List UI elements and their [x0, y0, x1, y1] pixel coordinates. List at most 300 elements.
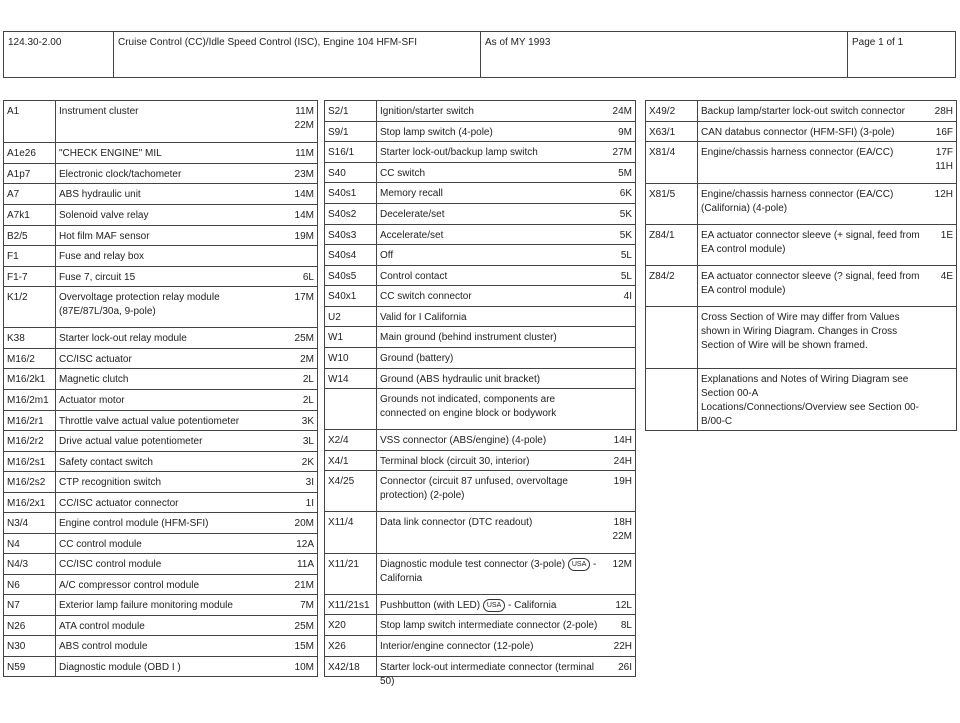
component-code: X63/1 — [646, 122, 698, 141]
grid-reference-value: 18H — [613, 517, 632, 528]
grid-reference — [287, 390, 317, 410]
component-code: W10 — [325, 348, 377, 368]
component-description — [56, 513, 287, 533]
grid-reference-value: 2L — [302, 374, 314, 385]
legend-row — [4, 472, 317, 493]
legend-row — [4, 101, 317, 143]
component-code: X81/4 — [646, 142, 698, 183]
legend-row — [325, 554, 635, 595]
description-text: EA actuator connector sleeve (+ signal, feed from EA control module) — [701, 230, 920, 255]
component-code: S40x1 — [325, 286, 377, 306]
description-text: Throttle valve actual value potentiometer — [59, 416, 240, 427]
grid-reference-value: 7M — [300, 600, 314, 611]
legend-row — [4, 184, 317, 205]
component-code: M16/2s1 — [4, 452, 56, 471]
component-code: M16/2r1 — [4, 411, 56, 430]
grid-reference — [287, 452, 317, 471]
component-description — [56, 205, 287, 225]
legend-row — [4, 411, 317, 431]
legend-row — [4, 226, 317, 246]
description-text: Main ground (behind instrument cluster) — [380, 332, 557, 343]
component-code: N7 — [4, 595, 56, 615]
legend-row — [4, 390, 317, 411]
component-code: W14 — [325, 369, 377, 388]
description-text: Ignition/starter switch — [380, 106, 474, 117]
component-description — [377, 595, 605, 614]
description-text: ATA control module — [59, 621, 145, 632]
component-description — [56, 267, 287, 286]
description-text: Ground (ABS hydraulic unit bracket) — [380, 374, 541, 385]
legend-row — [325, 451, 635, 471]
description-text: CAN databus connector (HFM-SFI) (3-pole) — [701, 127, 895, 138]
component-description — [377, 389, 605, 429]
component-code: S40s3 — [325, 225, 377, 244]
grid-reference-value: 11H — [935, 161, 953, 172]
component-code: A1 — [4, 101, 56, 142]
component-code: K1/2 — [4, 287, 56, 327]
component-code: S2/1 — [325, 101, 377, 121]
grid-reference — [605, 327, 635, 347]
component-code — [646, 369, 698, 430]
description-text: ABS hydraulic unit — [59, 189, 141, 200]
component-description — [377, 430, 605, 450]
component-description — [377, 245, 605, 265]
component-code: N30 — [4, 636, 56, 656]
legend-row — [325, 595, 635, 615]
legend-row — [325, 348, 635, 369]
description-text: Starter lock-out/backup lamp switch — [380, 147, 538, 158]
component-description — [56, 184, 287, 204]
legend-row — [4, 328, 317, 349]
grid-reference-value: 25M — [294, 621, 314, 632]
component-description — [56, 636, 287, 656]
grid-reference — [287, 657, 317, 676]
component-description — [377, 348, 605, 368]
description-text: Off — [380, 250, 394, 261]
model-year: As of MY 1993 — [481, 32, 848, 77]
grid-reference-value: 12H — [934, 189, 953, 200]
legend-row — [4, 431, 317, 452]
component-code: X11/21s1 — [325, 595, 377, 614]
legend-row — [325, 225, 635, 245]
usa-badge-icon: USA — [483, 599, 505, 612]
grid-reference — [605, 286, 635, 306]
description-text: Diagnostic module (OBD I ) — [59, 662, 181, 673]
grid-reference-value: 3K — [301, 416, 314, 427]
description-text: Explanations and Notes of Wiring Diagram see Section 00-A Locations/Connections/Overview see Section 00-B/00-C — [701, 374, 919, 427]
description-text: A/C compressor control module — [59, 580, 200, 591]
description-text: CC switch connector — [380, 291, 472, 302]
description-text: Electronic clock/tachometer — [59, 169, 182, 180]
grid-reference — [605, 595, 635, 614]
description-text: Valid for I California — [380, 312, 467, 323]
component-description — [698, 101, 926, 121]
grid-reference — [287, 554, 317, 574]
component-code: N4/3 — [4, 554, 56, 574]
description-text: Pushbutton (with LED) — [380, 600, 481, 612]
grid-reference-value: 2L — [302, 395, 314, 406]
description-text: Backup lamp/starter lock-out switch connector — [701, 106, 905, 117]
grid-reference — [926, 101, 956, 121]
legend-row — [4, 493, 317, 513]
component-code: X4/25 — [325, 471, 377, 511]
component-description — [377, 183, 605, 203]
description-text: Engine/chassis harness connector (EA/CC) — [701, 147, 894, 158]
grid-reference — [605, 101, 635, 121]
description-text: Magnetic clutch — [59, 374, 129, 385]
grid-reference — [287, 472, 317, 492]
grid-reference — [605, 183, 635, 203]
page-number: Page 1 of 1 — [852, 37, 904, 48]
component-code: X42/18 — [325, 657, 377, 676]
component-code — [646, 307, 698, 368]
legend-column-3 — [645, 100, 957, 431]
component-code: N4 — [4, 534, 56, 553]
grid-reference-value: 21M — [294, 580, 314, 591]
grid-reference — [605, 225, 635, 244]
legend-row — [4, 349, 317, 369]
description-text: VSS connector (ABS/engine) (4-pole) — [380, 435, 547, 446]
description-text: Engine/chassis harness connector (EA/CC) (California) (4-pole) — [701, 189, 894, 214]
legend-row — [325, 430, 635, 451]
description-text: CC control module — [59, 539, 142, 550]
grid-reference-value: 4E — [940, 271, 953, 282]
component-code: X81/5 — [646, 184, 698, 224]
component-code: A7k1 — [4, 205, 56, 225]
component-description — [56, 101, 287, 142]
component-code: N59 — [4, 657, 56, 676]
grid-reference-value: 5L — [620, 271, 632, 282]
grid-reference-value: 3I — [305, 477, 314, 488]
component-code: X2/4 — [325, 430, 377, 450]
description-text: Safety contact switch — [59, 457, 153, 468]
grid-reference — [287, 267, 317, 286]
component-description — [56, 411, 287, 430]
grid-reference-value: 17M — [294, 292, 314, 303]
legend-row — [325, 657, 635, 687]
grid-reference-value: 19M — [294, 231, 314, 242]
component-description — [56, 143, 287, 163]
description-text: Interior/engine connector (12-pole) — [380, 641, 534, 652]
grid-reference — [605, 369, 635, 388]
component-code: M16/2m1 — [4, 390, 56, 410]
legend-row — [325, 615, 635, 636]
component-description — [377, 122, 605, 141]
grid-reference-value: 16F — [935, 127, 953, 138]
component-description — [377, 286, 605, 306]
grid-reference — [287, 493, 317, 512]
grid-reference — [605, 348, 635, 368]
component-code: M16/2s2 — [4, 472, 56, 492]
grid-reference — [926, 122, 956, 141]
component-description — [56, 493, 287, 512]
grid-reference-value: 6L — [302, 272, 314, 283]
grid-reference-value: 25M — [294, 333, 314, 344]
grid-reference — [287, 534, 317, 553]
grid-reference — [605, 554, 635, 594]
grid-reference-value: 6K — [619, 188, 632, 199]
grid-reference — [287, 287, 317, 327]
component-description — [377, 657, 605, 687]
legend-row — [4, 595, 317, 616]
component-description — [377, 451, 605, 470]
legend-row — [4, 513, 317, 534]
component-description — [698, 122, 926, 141]
grid-reference — [605, 122, 635, 141]
legend-row — [4, 246, 317, 267]
grid-reference — [926, 184, 956, 224]
description-text: Engine control module (HFM-SFI) — [59, 518, 209, 529]
component-description — [377, 369, 605, 388]
legend-row — [646, 225, 956, 266]
component-description — [56, 575, 287, 594]
description-text: CTP recognition switch — [59, 477, 162, 488]
component-code: X20 — [325, 615, 377, 635]
description-text: Drive actual value potentiometer — [59, 436, 203, 447]
grid-reference-value: 23M — [294, 169, 314, 180]
grid-reference-value: 12M — [612, 559, 632, 570]
component-code: X4/1 — [325, 451, 377, 470]
grid-reference — [287, 164, 317, 183]
grid-reference — [287, 349, 317, 368]
grid-reference — [605, 163, 635, 182]
grid-reference-value: 9M — [618, 127, 632, 138]
legend-row — [4, 287, 317, 328]
description-text: Solenoid valve relay — [59, 210, 149, 221]
component-description — [377, 225, 605, 244]
grid-reference-value: 1I — [305, 498, 314, 509]
component-code: M16/2r2 — [4, 431, 56, 451]
grid-reference — [287, 513, 317, 533]
component-code: F1-7 — [4, 267, 56, 286]
legend-row — [325, 636, 635, 657]
component-description — [377, 307, 605, 326]
legend-row — [4, 164, 317, 184]
legend-row — [325, 369, 635, 389]
legend-row — [325, 471, 635, 512]
grid-reference — [926, 307, 956, 368]
grid-reference — [605, 204, 635, 224]
description-text: CC switch — [380, 168, 426, 179]
legend-row — [325, 122, 635, 142]
component-description — [56, 472, 287, 492]
legend-row — [4, 575, 317, 595]
description-text: Instrument cluster — [59, 106, 139, 117]
description-text: Starter lock-out relay module — [59, 333, 187, 344]
grid-reference — [605, 657, 635, 676]
component-description — [377, 554, 605, 594]
description-text: Overvoltage protection relay module (87E/87L/30a, 9-pole) — [59, 292, 220, 317]
component-description — [56, 164, 287, 183]
component-code: S16/1 — [325, 142, 377, 162]
component-description — [377, 471, 605, 511]
legend-row — [4, 616, 317, 636]
grid-reference-value: 14M — [294, 210, 314, 221]
component-code: X26 — [325, 636, 377, 656]
description-text: ABS control module — [59, 641, 148, 652]
component-code — [325, 389, 377, 429]
description-text: Stop lamp switch intermediate connector (2-pole) — [380, 620, 598, 631]
grid-reference — [926, 142, 956, 183]
grid-reference — [287, 616, 317, 635]
grid-reference-value: 24H — [613, 456, 632, 467]
component-code: A1p7 — [4, 164, 56, 183]
legend-row — [646, 122, 956, 142]
grid-reference-value: 22M — [612, 531, 632, 542]
component-code: S40s5 — [325, 266, 377, 285]
component-code: S9/1 — [325, 122, 377, 141]
grid-reference — [605, 245, 635, 265]
grid-reference-value: 26I — [618, 662, 632, 673]
grid-reference — [287, 411, 317, 430]
legend-row — [4, 657, 317, 677]
component-description — [56, 246, 287, 266]
legend-column-2 — [324, 100, 636, 687]
legend-row — [646, 184, 956, 225]
description-text: Starter lock-out intermediate connector (terminal 50) — [380, 662, 594, 687]
legend-row — [4, 452, 317, 472]
component-code: F1 — [4, 246, 56, 266]
description-text: Exterior lamp failure monitoring module — [59, 600, 233, 611]
grid-reference — [605, 142, 635, 162]
grid-reference-value: 11M — [295, 106, 314, 117]
description-text: Control contact — [380, 271, 448, 282]
description-text: EA actuator connector sleeve (? signal, feed from EA control module) — [701, 271, 920, 296]
grid-reference — [605, 307, 635, 326]
grid-reference — [605, 471, 635, 511]
doc-title: Cruise Control (CC)/Idle Speed Control (ISC), Engine 104 HFM-SFI — [114, 32, 481, 77]
grid-reference-value: 10M — [294, 662, 314, 673]
description-text: "CHECK ENGINE" MIL — [59, 148, 162, 159]
legend-row — [325, 101, 635, 122]
component-description — [56, 349, 287, 368]
description-text: Ground (battery) — [380, 353, 454, 364]
legend-column-1 — [3, 100, 318, 677]
grid-reference-value: 14H — [613, 435, 632, 446]
legend-row — [325, 389, 635, 430]
grid-reference-value: 11A — [296, 559, 314, 570]
grid-reference-value: 22M — [294, 120, 314, 131]
legend-row — [325, 512, 635, 554]
grid-reference-value: 2M — [300, 354, 314, 365]
document-header — [3, 31, 956, 78]
grid-reference — [287, 226, 317, 245]
grid-reference — [287, 205, 317, 225]
legend-row — [4, 554, 317, 575]
usa-badge-icon: USA — [568, 558, 590, 571]
component-code: M16/2 — [4, 349, 56, 368]
description-text: Connector (circuit 87 unfused, overvoltage protection) (2-pole) — [380, 476, 568, 501]
description-text: Actuator motor — [59, 395, 125, 406]
grid-reference — [605, 451, 635, 470]
component-code: W1 — [325, 327, 377, 347]
grid-reference-value: 1E — [940, 230, 953, 241]
component-description — [698, 266, 926, 306]
component-description — [377, 101, 605, 121]
grid-reference-value: 5K — [619, 230, 632, 241]
description-text: Accelerate/set — [380, 230, 444, 241]
description-text: Grounds not indicated, components are connected on engine block or bodywork — [380, 394, 557, 419]
component-code: A1e26 — [4, 143, 56, 163]
grid-reference-value: 5K — [619, 209, 632, 220]
component-description — [56, 226, 287, 245]
component-code: N26 — [4, 616, 56, 635]
component-description — [698, 184, 926, 224]
grid-reference-value: 5L — [620, 250, 632, 261]
grid-reference — [287, 575, 317, 594]
component-code: S40 — [325, 163, 377, 182]
component-code: X49/2 — [646, 101, 698, 121]
component-description — [56, 616, 287, 635]
component-code: Z84/2 — [646, 266, 698, 306]
legend-row — [325, 286, 635, 307]
component-code: A7 — [4, 184, 56, 204]
description-text: Diagnostic module test connector (3-pole) — [380, 559, 566, 571]
legend-row — [325, 245, 635, 266]
legend-row — [325, 307, 635, 327]
legend-row — [4, 636, 317, 657]
component-description — [377, 204, 605, 224]
grid-reference — [605, 512, 635, 553]
description-text: CC/ISC actuator connector — [59, 498, 179, 509]
component-description — [56, 595, 287, 615]
grid-reference-value: 20M — [294, 518, 314, 529]
component-code: M16/2k1 — [4, 369, 56, 389]
description-text: Memory recall — [380, 188, 443, 199]
description-text: Fuse and relay box — [59, 251, 145, 262]
description-text: Terminal block (circuit 30, interior) — [380, 456, 530, 467]
component-code: B2/5 — [4, 226, 56, 245]
description-text: Data link connector (DTC readout) — [380, 517, 533, 528]
grid-reference — [287, 184, 317, 204]
grid-reference-value: 24M — [612, 106, 632, 117]
legend-row — [325, 204, 635, 225]
component-description — [56, 369, 287, 389]
grid-reference-value: 5M — [618, 168, 632, 179]
component-description — [56, 390, 287, 410]
grid-reference-value: 27M — [612, 147, 632, 158]
grid-reference-value: 12A — [296, 539, 314, 550]
component-description — [377, 163, 605, 182]
component-description — [698, 225, 926, 265]
grid-reference-value: 12L — [615, 600, 632, 611]
grid-reference — [605, 389, 635, 429]
grid-reference-value: 15M — [294, 641, 314, 652]
grid-reference — [287, 246, 317, 266]
grid-reference — [605, 430, 635, 450]
grid-reference — [926, 369, 956, 430]
doc-number: 124.30-2.00 — [4, 32, 114, 77]
grid-reference — [287, 369, 317, 389]
grid-reference-value: 4I — [623, 291, 632, 302]
component-description — [377, 142, 605, 162]
component-description — [56, 328, 287, 348]
description-text: Fuse 7, circuit 15 — [59, 272, 136, 283]
legend-row — [4, 205, 317, 226]
legend-row — [4, 143, 317, 164]
grid-reference — [287, 595, 317, 615]
grid-reference-value: 17F — [935, 147, 953, 158]
component-description — [698, 307, 926, 368]
grid-reference-value: 2K — [301, 457, 314, 468]
component-description — [56, 657, 287, 676]
description-suffix: - California — [380, 559, 597, 585]
component-description — [377, 615, 605, 635]
legend-row — [325, 266, 635, 286]
component-code: K38 — [4, 328, 56, 348]
component-description — [698, 369, 926, 430]
component-description — [56, 431, 287, 451]
